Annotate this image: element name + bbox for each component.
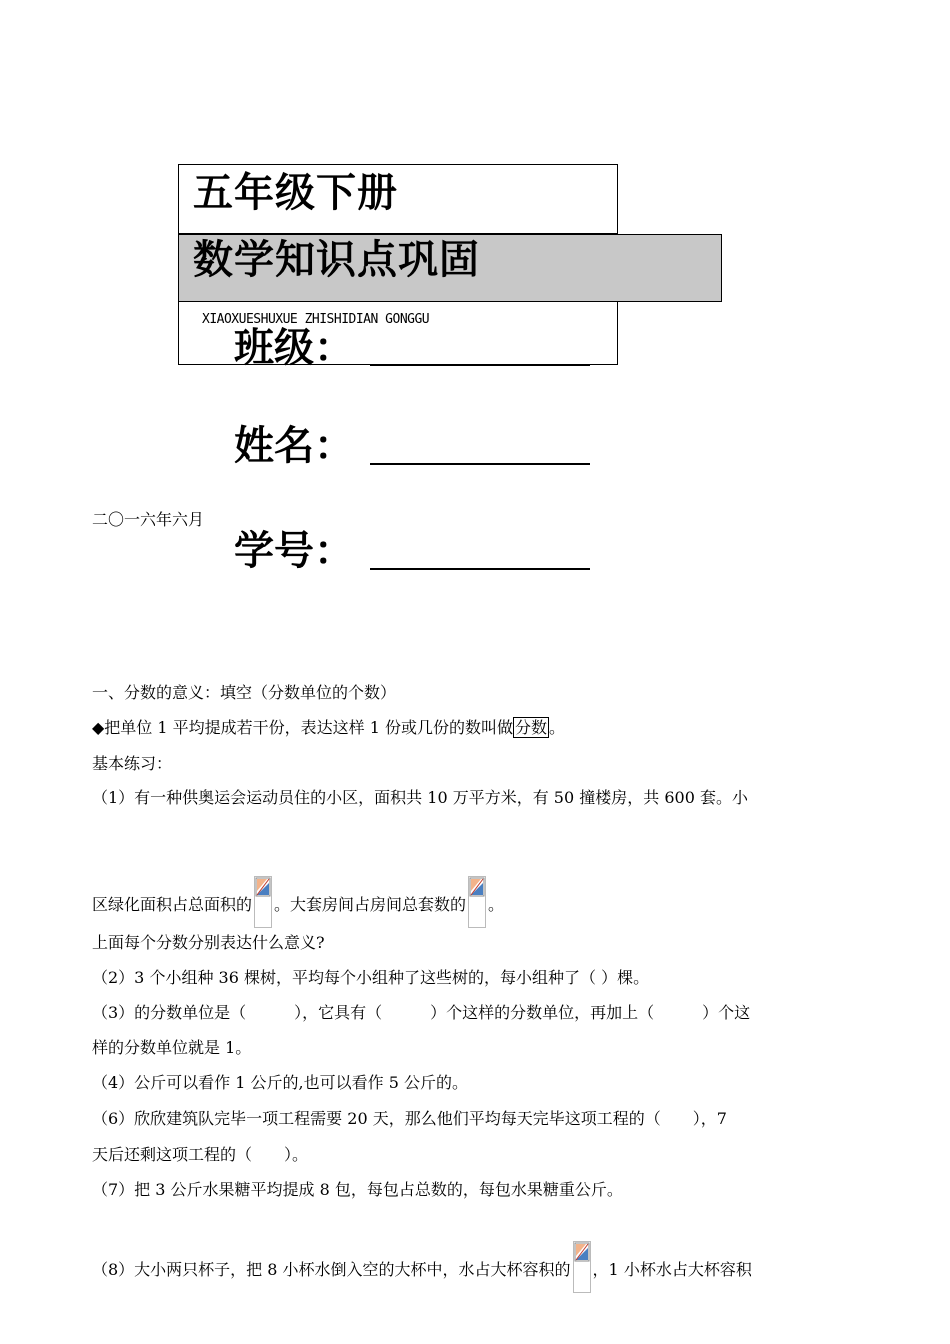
student-id-label: 学号： xyxy=(234,528,354,574)
question-6-line-1: （6）欣欣建筑队完毕一项工程需要 20 天，那么他们平均每天完毕这项工程的（ ），7 xyxy=(92,1109,727,1128)
question-7: （7）把 3 公斤水果糖平均提成 8 包，每包占总数的，每包水果糖重公斤。 xyxy=(92,1180,623,1199)
definition-text: ◆把单位 1 平均提成若干份，表达这样 1 份或几份的数叫做 xyxy=(92,718,514,737)
broken-image-icon xyxy=(468,876,486,928)
q8-text-b: ，1 小杯水占大杯容积 xyxy=(592,1260,752,1279)
question-8 xyxy=(92,1241,752,1293)
q1-text-b: 。大套房间占房间总套数的 xyxy=(274,895,467,914)
cover-pinyin: XIAOXUESHUXUE ZHISHIDIAN GONGGU xyxy=(202,312,430,327)
question-3-line-2: 样的分数单位就是 1。 xyxy=(92,1038,252,1057)
question-2: （2）3 个小组种 36 棵树，平均每个小组种了这些树的，每小组种了（ ）棵。 xyxy=(92,968,650,987)
cover-title-subject: 数学知识点巩固 xyxy=(193,237,480,283)
broken-image-icon xyxy=(573,1241,591,1293)
broken-image-icon xyxy=(254,876,272,928)
q1-text-a: 区绿化面积占总面积的 xyxy=(92,895,253,914)
name-blank xyxy=(370,463,590,465)
class-blank xyxy=(370,364,590,366)
class-label: 班级： xyxy=(234,325,354,371)
cover-date: 二〇一六年六月 xyxy=(92,510,205,529)
definition-line xyxy=(92,720,565,736)
question-1-prompt: 上面每个分数分别表达什么意义? xyxy=(92,933,325,952)
practice-heading: 基本练习： xyxy=(92,754,173,773)
q1-text-c: 。 xyxy=(488,895,505,914)
question-6-line-2: 天后还剩这项工程的（ ）。 xyxy=(92,1145,309,1164)
student-id-blank xyxy=(370,568,590,570)
section-heading: 一、分数的意义：填空（分数单位的个数） xyxy=(92,683,397,702)
name-label: 姓名： xyxy=(234,423,354,469)
question-3-line-1: （3）的分数单位是（ ），它具有（ ）个这样的分数单位，再加上（ ）个这 xyxy=(92,1003,751,1022)
q8-text-a: （8）大小两只杯子，把 8 小杯水倒入空的大杯中，水占大杯容积的 xyxy=(92,1260,571,1279)
definition-end: 。 xyxy=(549,718,566,737)
definition-term: 分数 xyxy=(515,718,548,737)
question-4: （4）公斤可以看作 1 公斤的,也可以看作 5 公斤的。 xyxy=(92,1073,468,1092)
cover-title-grade: 五年级下册 xyxy=(193,170,398,216)
question-1-line-1: （1）有一种供奥运会运动员住的小区，面积共 10 万平方米，有 50 撞楼房，共 600 套。小 xyxy=(92,788,748,807)
question-1-line-2 xyxy=(92,876,504,928)
